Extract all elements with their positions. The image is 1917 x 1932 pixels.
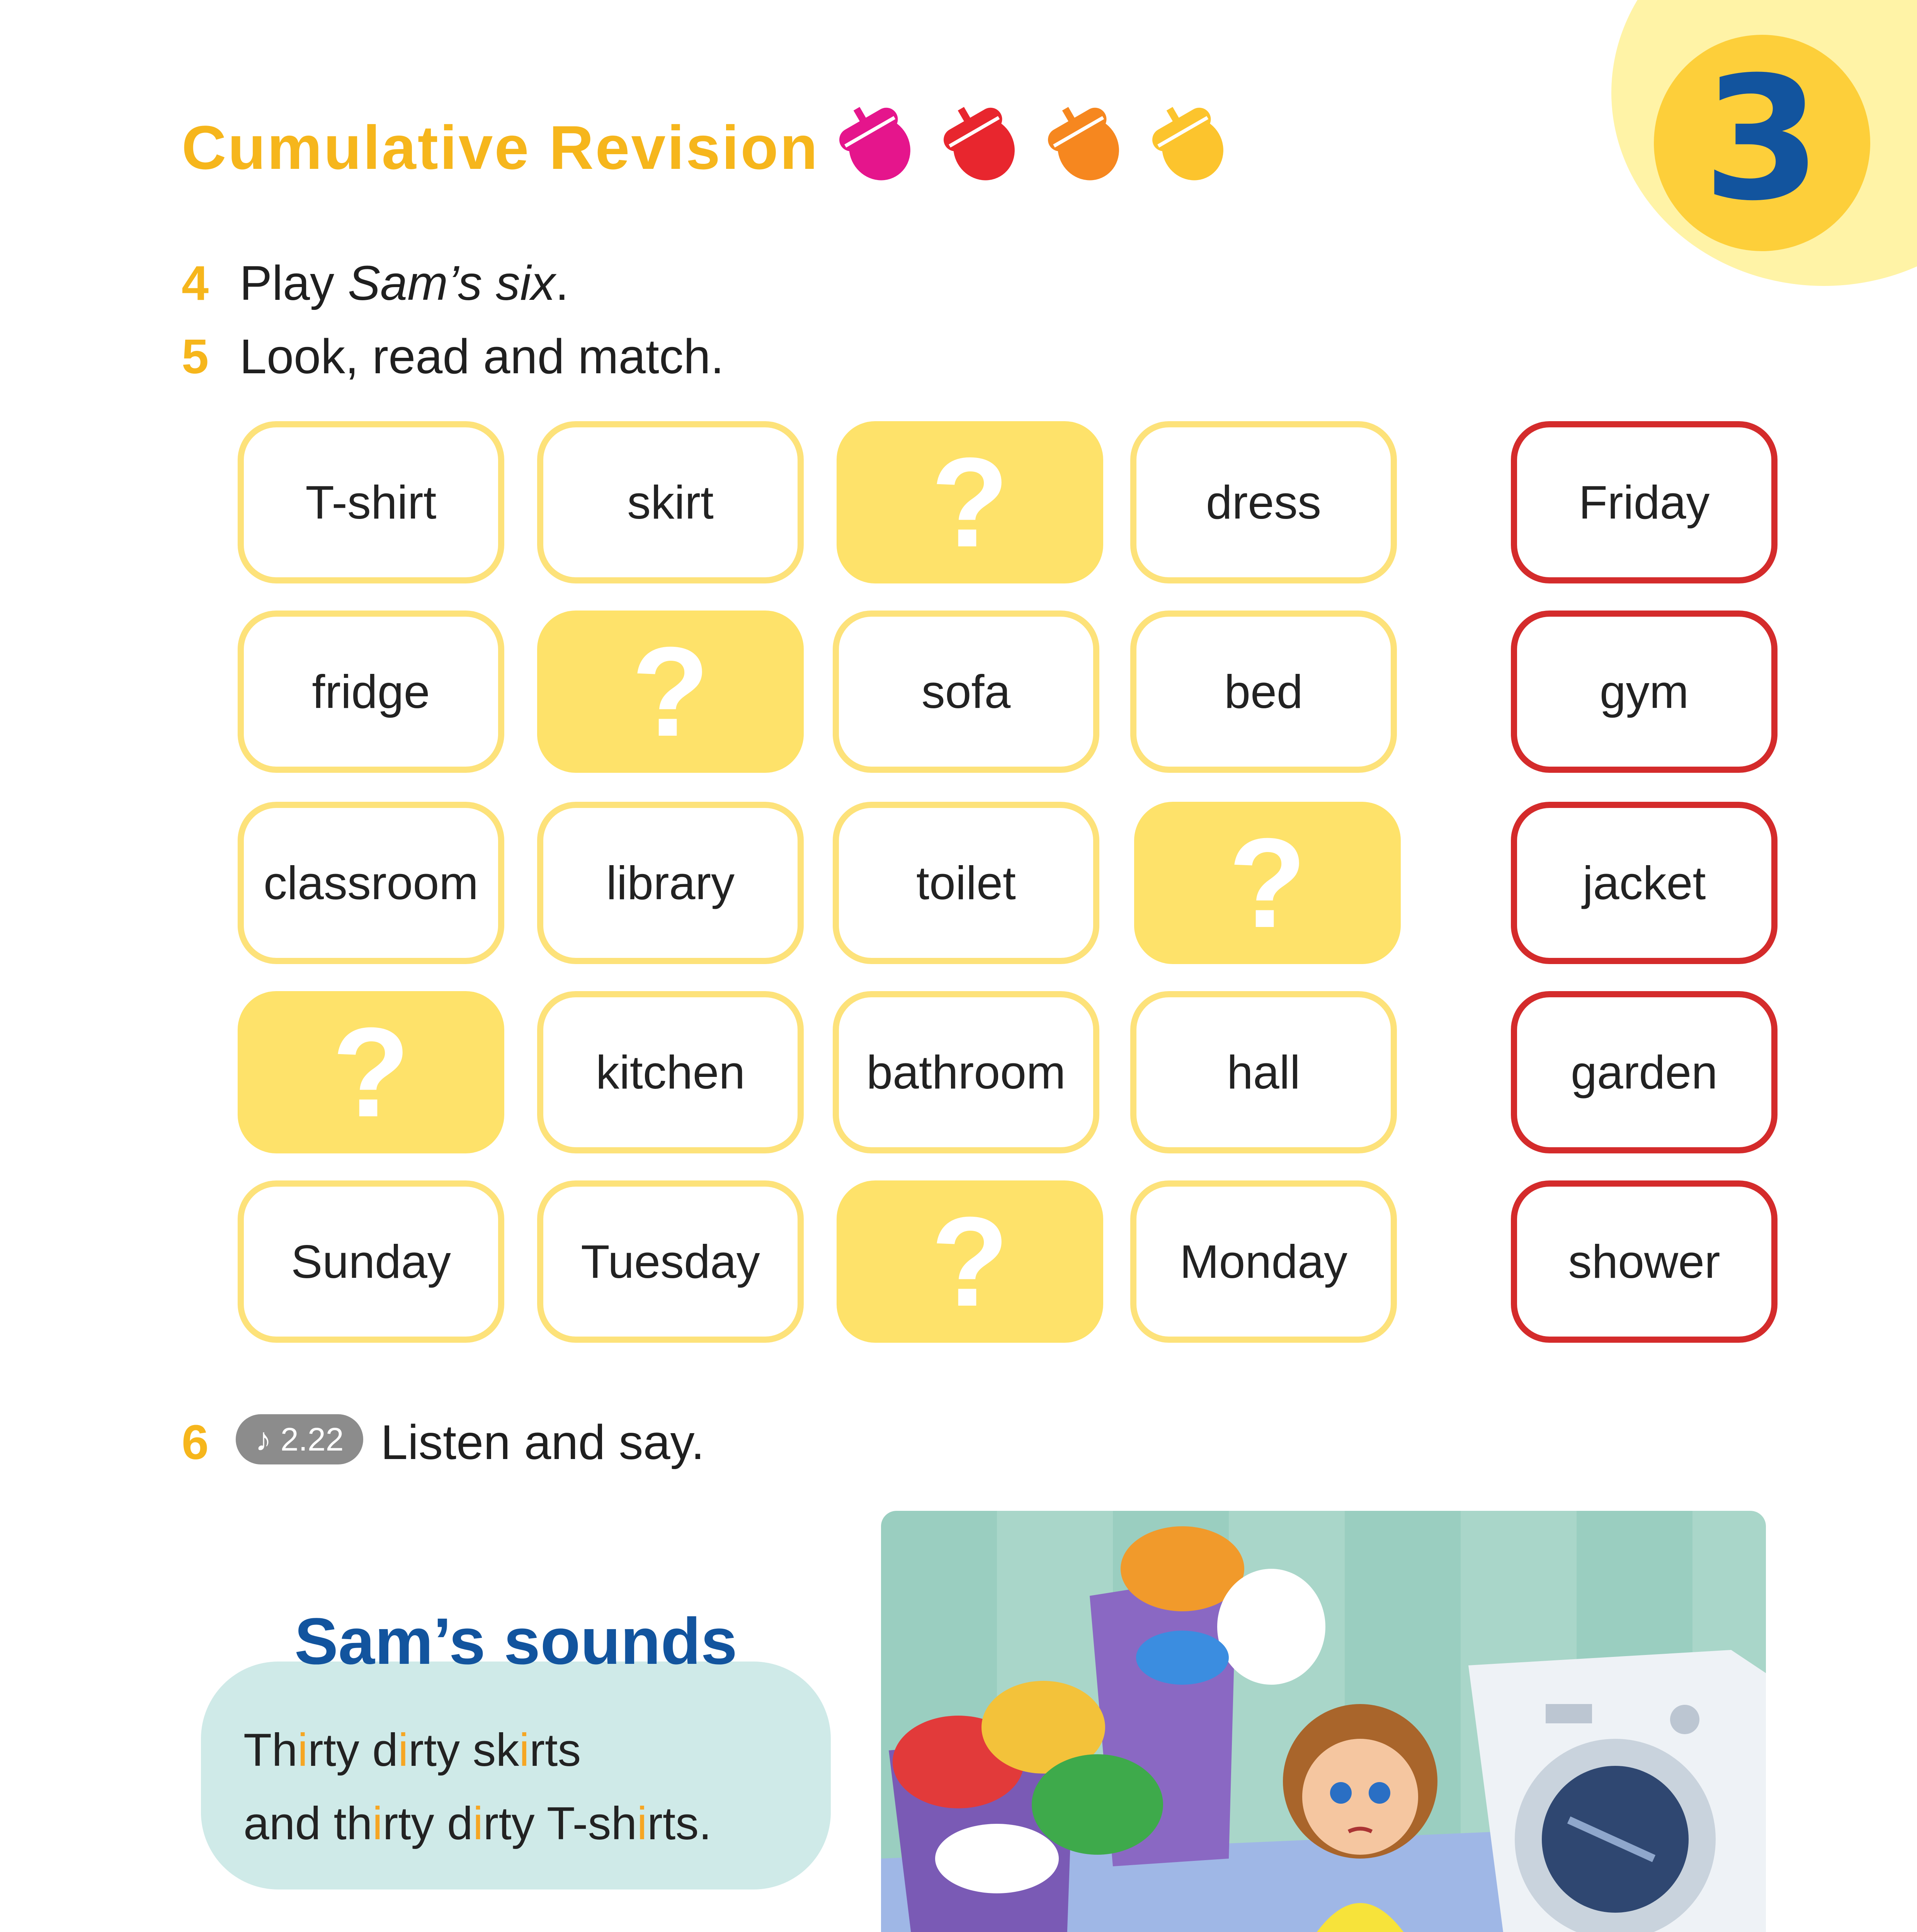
word-card[interactable]: skirt (537, 421, 804, 583)
text-part: rty d (308, 1724, 398, 1776)
tongue-twister-line-1 (243, 1723, 581, 1777)
word-card[interactable]: sofa (833, 611, 1099, 773)
text-part: rts (529, 1724, 581, 1776)
instruction-text: Listen and say. (381, 1415, 705, 1469)
text-part: rty sk (408, 1724, 519, 1776)
highlight-letter: i (473, 1798, 483, 1849)
instruction-6 (182, 1414, 240, 1470)
instruction-text: Play (240, 256, 348, 310)
word-card[interactable]: Tuesday (537, 1180, 804, 1343)
word-card[interactable]: fridge (238, 611, 504, 773)
word-card[interactable]: dress (1130, 421, 1397, 583)
word-card[interactable]: bathroom (833, 991, 1099, 1153)
instruction-text: Look, read and match. (240, 329, 724, 384)
question-card[interactable]: ? (1134, 802, 1401, 964)
word-card[interactable]: hall (1130, 991, 1397, 1153)
question-card[interactable]: ? (837, 421, 1103, 583)
instruction-number: 4 (182, 256, 209, 310)
acorn-icon (1039, 97, 1128, 185)
instruction-number: 6 (182, 1415, 209, 1469)
question-card[interactable]: ? (238, 991, 504, 1153)
word-card[interactable]: bed (1130, 611, 1397, 773)
option-card[interactable]: jacket (1511, 802, 1778, 964)
audio-track-badge[interactable]: ♪ 2.22 (236, 1414, 363, 1464)
word-card[interactable]: Sunday (238, 1180, 504, 1343)
highlight-letter: i (637, 1798, 647, 1849)
option-card[interactable]: shower (1511, 1180, 1778, 1343)
text-part: and th (243, 1798, 373, 1849)
text-part: Th (243, 1724, 298, 1776)
tongue-twister-line-2 (243, 1797, 712, 1850)
page-title: Cumulative Revision (182, 113, 819, 182)
instruction-number: 5 (182, 329, 209, 384)
word-card[interactable]: classroom (238, 802, 504, 964)
game-name: Sam’s six (348, 256, 555, 310)
highlight-letter: i (372, 1798, 383, 1849)
question-card[interactable]: ? (837, 1180, 1103, 1343)
word-card[interactable]: library (537, 802, 804, 964)
acorn-icon (935, 97, 1024, 185)
word-card[interactable]: kitchen (537, 991, 804, 1153)
unit-number: 3 (1703, 40, 1822, 238)
sams-sounds-title: Sam’s sounds (294, 1605, 738, 1678)
word-card[interactable]: T-shirt (238, 421, 504, 583)
acorn-icon (831, 97, 920, 185)
word-card[interactable]: toilet (833, 802, 1099, 964)
option-card[interactable]: gym (1511, 611, 1778, 773)
highlight-letter: i (519, 1724, 530, 1776)
laundry-illustration (881, 1511, 1766, 1932)
option-card[interactable]: Friday (1511, 421, 1778, 583)
text-part: rts. (647, 1798, 712, 1849)
word-card[interactable]: Monday (1130, 1180, 1397, 1343)
highlight-letter: i (398, 1724, 408, 1776)
option-card[interactable]: garden (1511, 991, 1778, 1153)
instruction-5 (182, 328, 724, 384)
acorn-icon (1144, 97, 1233, 185)
question-card[interactable]: ? (537, 611, 804, 773)
highlight-letter: i (298, 1724, 308, 1776)
instruction-text: . (555, 256, 569, 310)
text-part: rty d (383, 1798, 473, 1849)
text-part: rty T-sh (483, 1798, 637, 1849)
instruction-4 (182, 255, 569, 311)
